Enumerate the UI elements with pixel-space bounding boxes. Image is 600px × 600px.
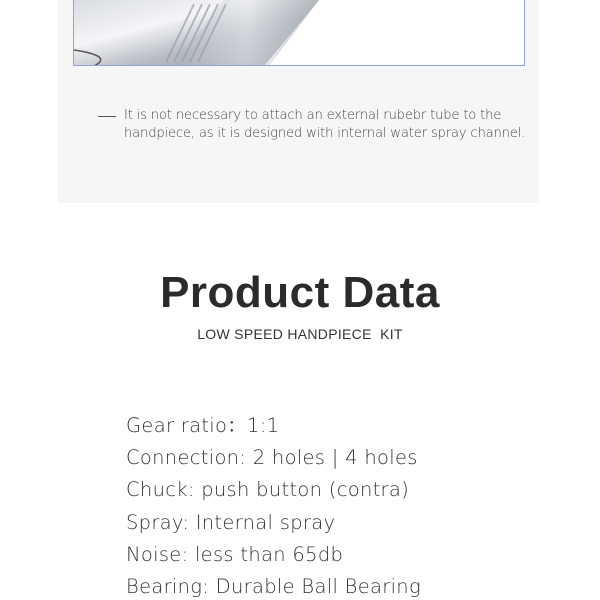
spec-list: [126, 413, 421, 600]
spec-connection: Connection: 2 holes | 4 holes: [126, 446, 418, 469]
section-title: Product Data: [160, 268, 440, 317]
spec-chuck: Chuck: push button (contra): [126, 478, 410, 501]
spec-noise: Noise: less than 65db: [126, 543, 344, 566]
spec-bearing: Bearing: Durable Ball Bearing: [126, 575, 421, 598]
handpiece-photo: [73, 0, 525, 66]
section-subtitle: LOW SPEED HANDPIECE KIT: [197, 326, 403, 342]
handpiece-illustration: [74, 0, 525, 66]
spec-spray: Spray: Internal spray: [126, 511, 336, 534]
feature-note: [98, 107, 528, 143]
dash-bullet-icon: [98, 116, 116, 117]
spec-gear-ratio: Gear ratio：1:1: [126, 414, 280, 437]
feature-note-text: It is not necessary to attach an external rubebr tube to the handpiece, as it is designed with internal water spray channel.: [124, 108, 526, 141]
